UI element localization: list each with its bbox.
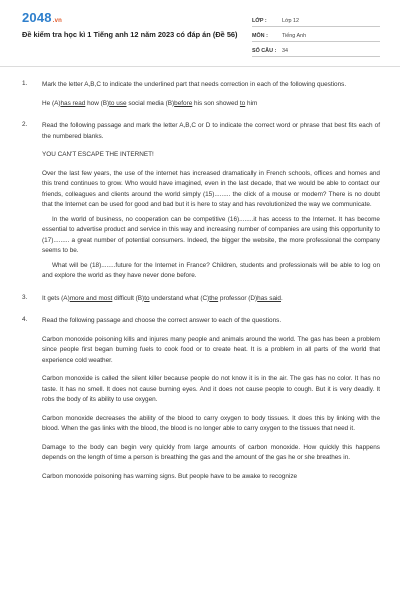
question-body	[42, 316, 380, 482]
meta-label: SỐ CÂU :	[252, 48, 277, 54]
sentence-text: professor (D)	[218, 294, 258, 302]
passage-paragraph: What will be (18)........future for the Internet in France? Children, students and professionals will be able to log on and explore the world as they have never done before.	[42, 261, 380, 279]
question-number: 3.	[22, 293, 28, 301]
document-header	[0, 0, 400, 66]
underlined-part-a: more and most	[69, 294, 113, 302]
passage-paragraph: Carbon monoxide poisoning kills and injures many people and animals around the world. The gas has been a problem since people first began burning fuels to cook food or to create heat. It is a problem in all parts of the world that experience cold weather.	[42, 335, 380, 364]
passage-title: YOU CAN'T ESCAPE THE INTERNET!	[42, 151, 154, 158]
meta-row-subject	[252, 27, 380, 42]
question-instruction: Read the following passage and choose the correct answer to each of the questions.	[42, 317, 282, 324]
underlined-part-b: to use	[109, 99, 127, 107]
sentence-text: understand what (C)	[149, 294, 210, 302]
underlined-part-d: to	[239, 99, 246, 107]
underlined-part-a: has read	[60, 99, 86, 107]
underlined-part-d: has said	[257, 294, 281, 302]
question-3	[22, 294, 380, 305]
question-4	[22, 316, 380, 482]
sentence-text: .	[280, 294, 283, 302]
underlined-part-b: to	[144, 294, 150, 302]
underlined-part-c: the	[209, 294, 219, 302]
question-body	[42, 294, 380, 305]
question-sentence	[42, 294, 380, 305]
questions-content	[0, 80, 400, 482]
meta-value: Tiếng Anh	[282, 33, 307, 39]
passage-paragraph: Carbon monoxide is called the silent killer because people do not know it is in the air. The gas has no color. It has no taste. It has no smell. It does not cause burning eyes. And it does not cause people to cough. But it is very deadly. It robs the body of its ability to use oxygen.	[42, 375, 380, 403]
sentence-text: him	[245, 99, 258, 107]
passage-paragraph: Carbon monoxide decreases the ability of the blood to carry oxygen to body tissues. It does this by linking with the blood. When the gas links with the blood, the blood is no longer able to carry oxygen to the tissues that need it.	[42, 414, 380, 432]
meta-value: 34	[282, 48, 288, 54]
sentence-text: difficult (B)	[112, 294, 145, 302]
passage-paragraph: Carbon monoxide poisoning has warning signs. But people have to be awake to recognize	[42, 472, 298, 480]
sentence-text: how (B)	[85, 99, 110, 107]
meta-label: MÔN :	[252, 33, 268, 39]
question-body	[42, 121, 380, 282]
question-2	[22, 121, 380, 282]
question-sentence	[42, 99, 380, 110]
question-body	[42, 80, 380, 109]
document-title: Đề kiểm tra học kì 1 Tiếng anh 12 năm 2023 có đáp án (Đề 56)	[22, 30, 238, 39]
question-number: 1.	[22, 80, 28, 87]
site-logo[interactable]	[22, 10, 62, 25]
meta-value: Lớp 12	[282, 18, 300, 24]
sentence-text: It gets (A)	[42, 294, 70, 302]
meta-label: LỚP :	[252, 18, 267, 24]
passage-paragraph: Damage to the body can begin very quickly from large amounts of carbon monoxide. How quickly this happens depends on the length of time a person is breathing the gas and the amount of the gas he or she breathes in.	[42, 443, 380, 461]
question-instruction: Read the following passage and mark the letter A,B,C or D to indicate the correct word or phrase that best fits each of the numbered blanks.	[42, 122, 380, 140]
sentence-text: He (A)	[42, 99, 61, 107]
sentence-text: social media (B)	[126, 99, 175, 107]
passage-paragraph: Over the last few years, the use of the internet has increased dramatically in French schools, offices and homes and this trend continues to grow. Who would have imagined, even in the last decade, that we would be able to contact our friends, colleagues and clients around the world simply (15)......... the click of a mouse or modem? There is no doubt that the Internet can be used for good and bad but it is here to stay and has revolutionized the way we communicate.	[42, 169, 380, 208]
meta-table	[252, 12, 380, 57]
meta-row-question-count	[252, 42, 380, 57]
question-1	[22, 80, 380, 109]
passage-paragraph: In the world of business, no cooperation can be competitive (16)........it has access to the Internet. It has become essential to advertise product and service in this way and increasing number of companies are using this opportunity to (17)......... a great number of potential consumers. Indeed, the bigger the website, the more professional the company seems to be.	[42, 215, 380, 254]
question-instruction: Mark the letter A,B,C to indicate the underlined part that needs correction in each of the following questions.	[42, 81, 347, 88]
logo-suffix: .vn	[52, 18, 63, 24]
sentence-text: his son showed	[192, 99, 240, 107]
meta-row-class	[252, 12, 380, 27]
header-divider	[0, 66, 400, 67]
question-number: 4.	[22, 316, 28, 323]
question-number: 2.	[22, 121, 28, 128]
logo-main: 2048	[22, 10, 52, 25]
underlined-part-b2: before	[174, 99, 193, 107]
